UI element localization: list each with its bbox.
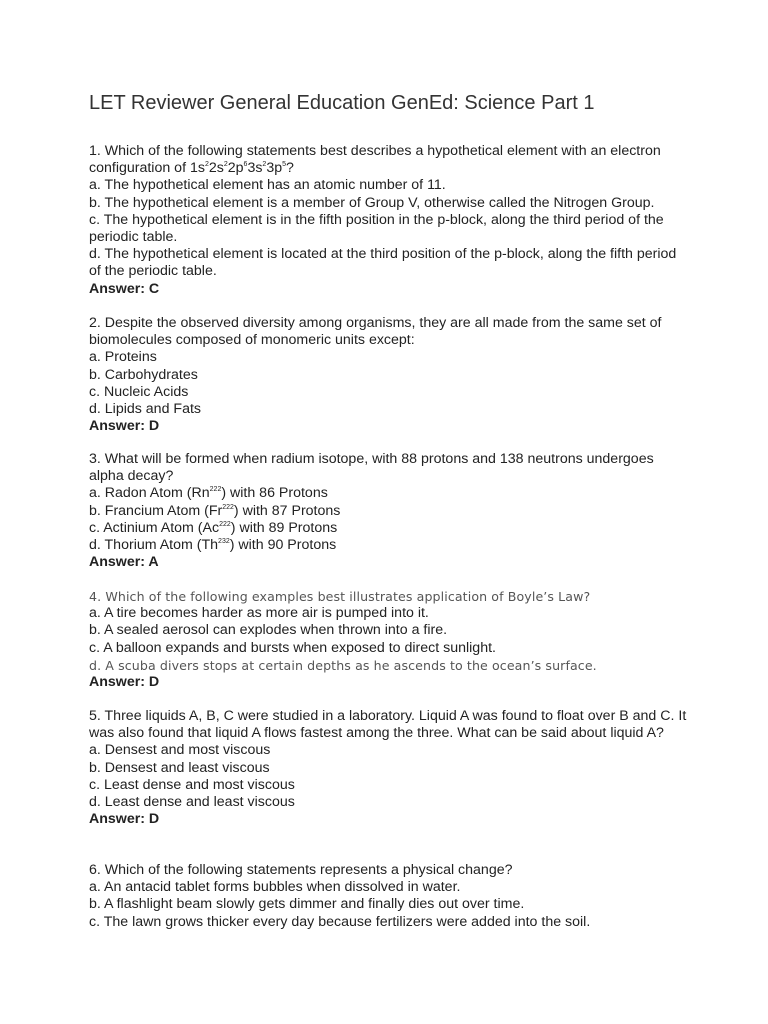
option-d: d. Thorium Atom (Th$^{232}$) with 90 Protons: [89, 537, 337, 554]
answer: Answer: D: [89, 418, 160, 435]
option-d: d. A scuba divers stops at certain depths as he ascends to the ocean’s surface.: [89, 657, 597, 673]
option-b: b. The hypothetical element is a member of Group V, otherwise called the Nitrogen Group.: [89, 194, 655, 211]
option-b: b. Densest and least viscous: [89, 759, 270, 776]
question-5: [89, 708, 689, 828]
answer: Answer: C: [89, 280, 160, 297]
question-stem: 5. Three liquids A, B, C were studied in a laboratory. Liquid A was found to float over B and C. It was also found that liquid A flows fastest among the three. What can be said about liquid A?: [89, 708, 687, 742]
question-6: [89, 862, 689, 931]
question-stem: 4. Which of the following examples best illustrates application of Boyle’s Law?: [89, 589, 591, 604]
option-b: b. A flashlight beam slowly gets dimmer and finally dies out over time.: [89, 896, 525, 913]
option-c: c. Least dense and most viscous: [89, 776, 295, 793]
option-a: a. An antacid tablet forms bubbles when dissolved in water.: [89, 879, 461, 896]
option-d: d. The hypothetical element is located at the third position of the p-block, along the fifth period of the periodic table.: [89, 246, 677, 280]
option-d: d. Lipids and Fats: [89, 401, 201, 418]
question-stem: 6. Which of the following statements represents a physical change?: [89, 862, 513, 878]
option-d: d. Least dense and least viscous: [89, 794, 295, 811]
question-1: [89, 143, 689, 298]
option-a: a. Densest and most viscous: [89, 742, 271, 759]
question-4: [89, 588, 689, 691]
option-c: c. The hypothetical element is in the fifth position in the p-block, along the third period of the periodic table.: [89, 211, 664, 246]
answer: Answer: D: [89, 811, 160, 828]
option-a: a. A tire becomes harder as more air is pumped into it.: [89, 605, 429, 622]
question-stem: 1. Which of the following statements best describes a hypothetical element with an electron configuration of $1s^22s^22p^63s^23p^5$?: [89, 143, 661, 177]
answer: Answer: A: [89, 554, 159, 571]
option-b: b. Carbohydrates: [89, 366, 198, 383]
question-3: [89, 451, 689, 571]
option-c: c. Actinium Atom (Ac$^{222}$) with 89 Protons: [89, 519, 338, 536]
option-c: c. The lawn grows thicker every day because fertilizers were added into the soil.: [89, 913, 591, 930]
option-a: a. Radon Atom (Rn$^{222}$) with 86 Protons: [89, 485, 328, 502]
question-2: [89, 315, 689, 435]
option-a: a. The hypothetical element has an atomic number of 11.: [89, 177, 446, 194]
option-c: c. A balloon expands and bursts when exposed to direct sunlight.: [89, 639, 496, 656]
option-b: b. Francium Atom (Fr$^{222}$) with 87 Protons: [89, 502, 341, 519]
question-stem: 2. Despite the observed diversity among organisms, they are all made from the same set of biomolecules composed of monomeric units except:: [89, 315, 662, 349]
question-stem: 3. What will be formed when radium isotope, with 88 protons and 138 neutrons undergoes alpha decay?: [89, 451, 654, 485]
option-c: c. Nucleic Acids: [89, 383, 189, 400]
option-b: b. A sealed aerosol can explodes when thrown into a fire.: [89, 622, 448, 639]
answer: Answer: D: [89, 674, 160, 691]
option-a: a. Proteins: [89, 349, 157, 366]
document-title: LET Reviewer General Education GenEd: Science Part 1: [89, 92, 595, 114]
